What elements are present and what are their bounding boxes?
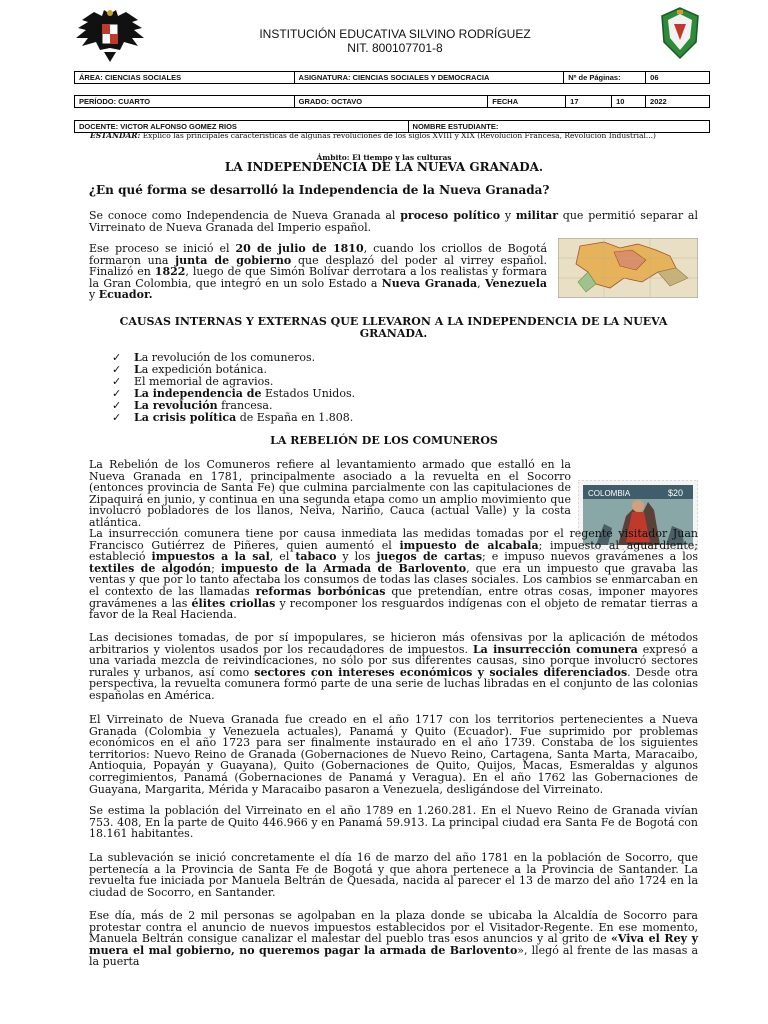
paragraph-process: Ese proceso se inició el 20 de julio de 1810, cuando los criollos de Bogotá formaron una junta de gobierno que desplazó del poder al virrey español. Finalizó en 1822, luego de que Simón Bolívar derrotara a los realistas y formara la Gran Colombia, que integró en un solo Estado a Nueva Granada, Venezuela y Ecuador.: [89, 242, 548, 302]
causes-list: [112, 352, 355, 424]
stamp-value: $20: [668, 488, 684, 498]
eagle-crest-logo: [74, 8, 146, 64]
estudiante-cell: NOMBRE ESTUDIANTE:: [408, 121, 709, 133]
paginas-value-cell: 06: [646, 72, 710, 84]
info-row-periodo: [74, 95, 710, 108]
paragraph-uprising: La sublevación se inició concretamente el día 16 de marzo del año 1781 en la población de Socorro, que pertenecía a la Provincia de Santa Fe de Bogotá y que ahora pertenece a la Provincia de Santander. La revuelta fue iniciada por Manuela Beltrán de Quesada, nacida al parecer el 13 de marzo del año 1724 en la ciudad de Socorro, en Santander.: [89, 851, 698, 899]
causes-heading: CAUSAS INTERNAS Y EXTERNAS QUE LLEVARON A LA INDEPENDENCIA DE LA NUEVA GRANADA.: [119, 315, 668, 340]
paragraph-decisions: Las decisiones tomadas, de por sí impopulares, se hicieron más ofensivas por la aplicación de métodos arbitrarios y violentos usados por los recaudadores de impuestos. La insurrección comunera expresó a una variada mezcla de reivindicaciones, no sólo por sus diferentes causas, sino porque involucró sectores rurales y urbanos, así como sectores con intereses económicos y sociales diferenciados. Desde otra perspectiva, la revuelta comunera formó parte de una serie de luchas libradas en el conjunto de las colonias españolas en América.: [89, 631, 699, 702]
paginas-label-cell: Nº de Páginas:: [564, 72, 646, 84]
list-item: ✓ La revolución de los comuneros.: [112, 351, 316, 364]
area-cell: ÁREA: CIENCIAS SOCIALES: [75, 72, 295, 84]
list-item: ✓ La independencia de Estados Unidos.: [112, 387, 356, 400]
grado-cell: GRADO: OCTAVO: [294, 96, 488, 108]
info-row-area: [74, 71, 710, 84]
page-title: LA INDEPENDENCIA DE LA NUEVA GRANADA.: [224, 160, 544, 174]
institution-name: INSTITUCIÓN EDUCATIVA SILVINO RODRÍGUEZ: [259, 27, 531, 41]
section-heading-comuneros: LA REBELIÓN DE LOS COMUNEROS: [270, 434, 498, 447]
periodo-cell: PERÍODO: CUARTO: [75, 96, 295, 108]
checkmark-icon: ✓: [112, 411, 122, 424]
gran-colombia-map-image: [558, 238, 698, 298]
list-item: ✓ La revolución francesa.: [112, 399, 273, 412]
institution-heading: [150, 27, 640, 55]
fecha-mes-cell: 10: [612, 96, 646, 108]
checkmark-icon: ✓: [112, 363, 122, 376]
list-item: ✓ La crisis política de España en 1.808.: [112, 411, 354, 424]
standard-label: ESTANDAR:: [90, 131, 141, 140]
standard-text: [90, 131, 710, 141]
paragraph-virreinato: El Virreinato de Nueva Granada fue creado en el año 1717 con los territorios pertenecientes a Nueva Granada (Colombia y Venezuela actuales), Panamá y Quito (Ecuador). Fue suprimido por problemas económicos en el año 1723 para ser finalmente instaurado en el año 1739. Constaba de los siguientes territorios: Nuevo Reino de Granada (Gobernaciones de Nuevo Reino, Cartagena, Santa Marta, Maracaibo, Antioquia, Popayán y Guayana), Quito (Gobernaciones de Quito, Quijos, Macas, Esmeraldas y algunos corregimientos, Panamá (Gobernaciones de Panamá y Veragua). En el año 1762 las Gobernaciones de Guayana, Margarita, Mérida y Maracaibo pasaron a Venezuela, desligándose del Virreinato.: [89, 713, 698, 796]
checkmark-icon: ✓: [112, 399, 122, 412]
fecha-label-cell: FECHA: [488, 96, 566, 108]
paragraph-manuela-beltran: Ese día, más de 2 mil personas se agolpaban en la plaza donde se ubicaba la Alcaldía de Socorro para protestar contra el anuncio de nuevos impuestos establecidos por el Visitador-Regente. En ese momento, Manuela Beltrán consigue canalizar el malestar del pueblo tras esos anuncios y al grito de «Viva el Rey y muera el mal gobierno, no queremos pagar la armada de Barlovento», llegó al frente de las masas a la puerta: [89, 909, 699, 969]
docente-cell: DOCENTE: VICTOR ALFONSO GOMEZ RIOS: [75, 121, 409, 133]
list-item: ✓ El memorial de agravios.: [112, 375, 274, 388]
school-shield-logo: [660, 6, 700, 60]
paragraph-rebellion: La Rebelión de los Comuneros refiere al levantamiento armado que estalló en la Nueva Granada en 1781, principalmente asociado a la revuelta en el Socorro (entonces provincia de Santa Fe) que culmina parcialmente con las capitulaciones de Zipaquirá en junio, y continua en una segunda etapa como un amplio movimiento que involucró pobladores de los llanos, Neiva, Nariño, Cauca (actual Valle) y la costa atlántica.: [89, 458, 571, 529]
fecha-dia-cell: 17: [566, 96, 612, 108]
ambito-label: Ámbito: El tiempo y las culturas: [316, 153, 452, 162]
institution-nit: NIT. 800107701-8: [347, 41, 443, 55]
checkmark-icon: ✓: [112, 387, 122, 400]
list-item: ✓ La expedición botánica.: [112, 363, 267, 376]
document-header: [0, 0, 768, 70]
paragraph-population: Se estima la población del Virreinato en el año 1789 en 1.260.281. En el Nuevo Reino de Granada vivían 753. 408, En la parte de Quito 446.966 y en Panamá 59.913. La principal ciudad era Santa Fe de Bogotá con 18.161 habitantes.: [89, 804, 698, 841]
checkmark-icon: ✓: [112, 351, 122, 364]
stamp-country: COLOMBIA: [588, 489, 631, 498]
paragraph-causes: La insurrección comunera tiene por causa inmediata las medidas tomadas por el regente visitador Juan Francisco Gutiérrez de Piñeres, quien aumentó el impuesto de alcabala; impuesto al aguardiente; estableció impuestos a la sal, el tabaco y los juegos de cartas; e impuso nuevos gravámenes a los textiles de algodón; impuesto de la Armada de Barlovento, que era un impuesto que gravaba las ventas y que por lo tanto afectaba los consumos de todas las clases sociales. Los cambios se enmarcaban en el contexto de las llamadas reformas borbónicas que pretendían, entre otras cosas, imponer mayores gravámenes a las élites criollas y recomponer los resguardos indígenas con el objeto de rematar tierras a favor de la Real Hacienda.: [89, 527, 698, 622]
checkmark-icon: ✓: [112, 375, 122, 388]
asignatura-cell: ASIGNATURA: CIENCIAS SOCIALES Y DEMOCRACIA: [294, 72, 564, 84]
paragraph-intro: Se conoce como Independencia de Nueva Granada al proceso político y militar que permitió separar al Virreinato de Nueva Granada del Imperio español.: [89, 209, 698, 234]
guiding-question: ¿En qué forma se desarrolló la Independencia de la Nueva Granada?: [89, 183, 550, 197]
standard-description: Explico las principales características de algunas revoluciones de los siglos XVIII y XIX (Revolución Francesa, Revolución Industrial...): [140, 131, 656, 140]
fecha-anio-cell: 2022: [646, 96, 710, 108]
